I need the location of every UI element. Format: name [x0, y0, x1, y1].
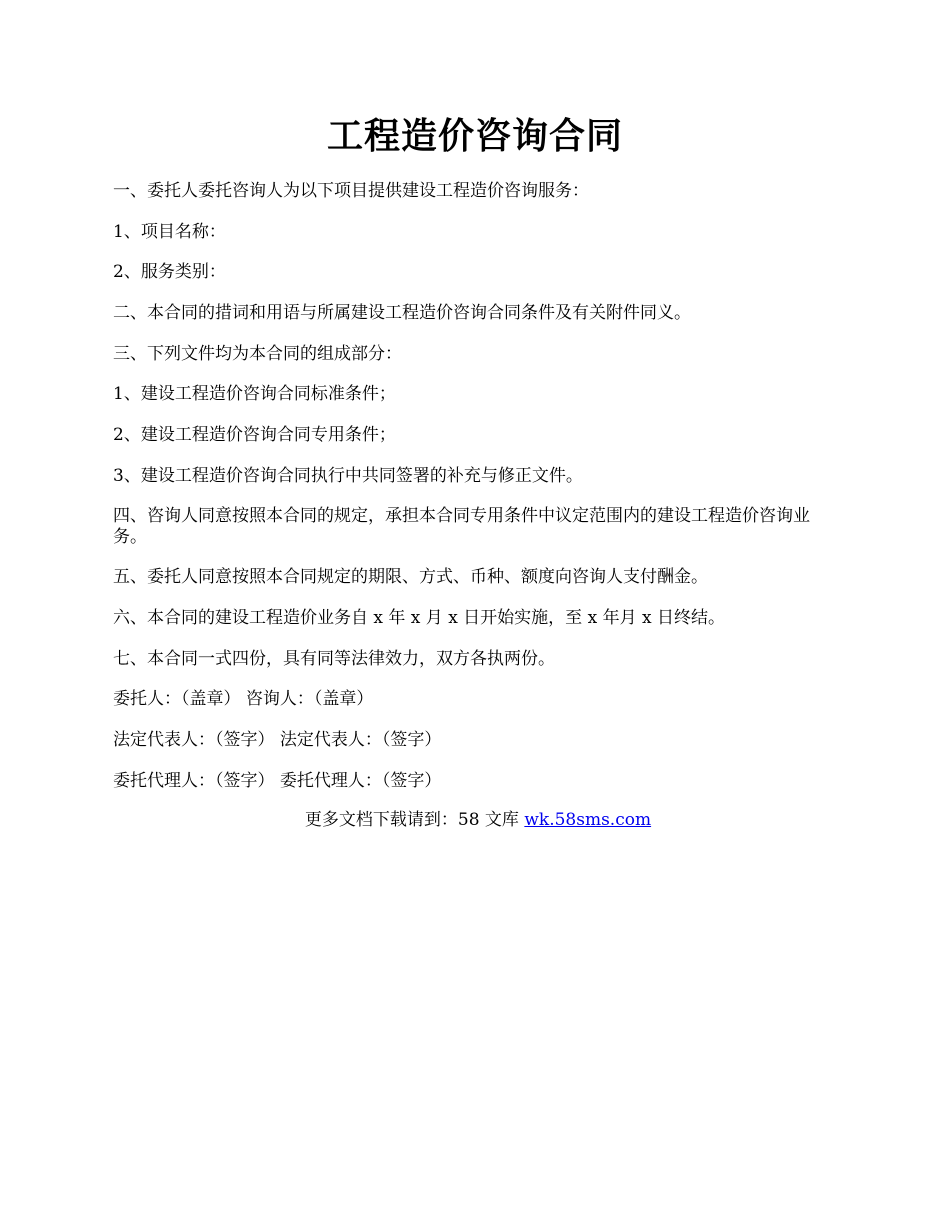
clause-6: 六、本合同的建设工程造价业务自 x 年 x 月 x 日开始实施，至 x 年月 x 日终结。	[113, 607, 725, 628]
document-list-item-2: 2、建设工程造价咨询合同专用条件；	[113, 425, 396, 446]
clause-7: 七、本合同一式四份，具有同等法律效力，双方各执两份。	[113, 648, 555, 669]
download-footer	[113, 809, 843, 831]
service-type-line: 2、服务类别：	[113, 262, 226, 283]
seal-line: 委托人：（盖章） 咨询人：（盖章）	[113, 689, 374, 710]
clause-5: 五、委托人同意按照本合同规定的期限、方式、币种、额度向咨询人支付酬金。	[113, 567, 708, 588]
document-list-item-1: 1、建设工程造价咨询合同标准条件；	[113, 384, 396, 405]
authorized-agent-line: 委托代理人：（签字） 委托代理人：（签字）	[113, 770, 442, 791]
document-title: 工程造价咨询合同	[326, 115, 623, 157]
footer-text: 更多文档下载请到：58 文库	[304, 810, 525, 831]
clause-3: 三、下列文件均为本合同的组成部分：	[113, 343, 402, 364]
legal-representative-line: 法定代表人：（签字） 法定代表人：（签字）	[113, 729, 442, 750]
clause-4: 四、咨询人同意按照本合同的规定，承担本合同专用条件中议定范围内的建设工程造价咨询业务。	[113, 505, 810, 547]
clause-2: 二、本合同的措词和用语与所属建设工程造价咨询合同条件及有关附件同义。	[113, 303, 691, 324]
project-name-line: 1、项目名称：	[113, 221, 226, 242]
document-list-item-3: 3、建设工程造价咨询合同执行中共同签署的补充与修正文件。	[113, 465, 583, 486]
document-body	[113, 180, 843, 850]
clause-1: 一、委托人委托咨询人为以下项目提供建设工程造价咨询服务：	[113, 181, 589, 201]
footer-link[interactable]: wk.58sms.com	[524, 810, 652, 831]
